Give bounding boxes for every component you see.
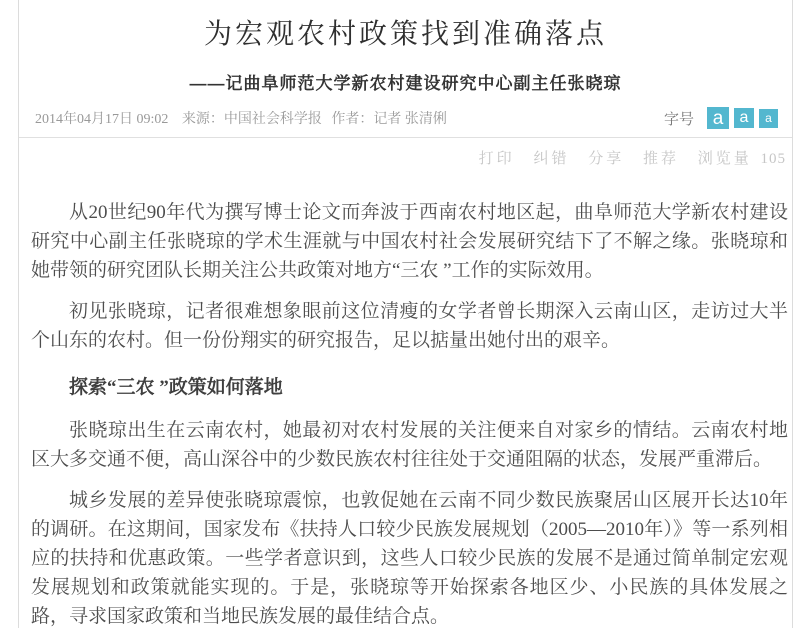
author-label: 作者：记者 张清俐 [331, 112, 447, 127]
share-button[interactable]: 分享 [588, 151, 625, 167]
section-heading: 探索“三农 ”政策如何落地 [69, 377, 283, 398]
article-paragraph: 初见张晓琼，记者很难想象眼前这位清瘦的女学者曾长期深入云南山区，走访过大半个山东的农村。但一份份翔实的研究报告，足以掂量出她付出的艰辛。 [31, 301, 788, 351]
views-label: 浏览量 [697, 151, 752, 167]
publish-datetime: 2014年04月17日 09:02 [35, 112, 169, 127]
recommend-button[interactable]: 推荐 [642, 151, 679, 167]
meta-info [35, 108, 457, 128]
article-paragraph: 城乡发展的差异使张晓琼震惊，也敦促她在云南不同少数民族聚居山区展开长达10年的调研。在这期间，国家发布《扶持人口较少民族发展规划（2005—2010年）》等一系列相应的扶持和优惠政策。一些学者意识到，这些人口较少民族的发展不是通过简单制定宏观发展规划和政策就能实现的。于是，张晓琼等开始探索各地区少、小民族的具体发展之路，寻求国家政策和当地民族发展的最佳结合点。 [31, 490, 788, 627]
report-error-button[interactable]: 纠错 [533, 151, 570, 167]
article-page [18, 0, 793, 628]
print-button[interactable]: 打印 [478, 151, 515, 167]
fontsize-large-button[interactable]: a [707, 107, 729, 129]
fontsize-small-button[interactable]: a [759, 109, 778, 128]
source-label: 来源：中国社会科学报 [181, 112, 322, 127]
meta-row [19, 107, 792, 137]
article-body [19, 198, 792, 631]
article-paragraph: 从20世纪90年代为撰写博士论文而奔波于西南农村地区起，曲阜师范大学新农村建设研究中心副主任张晓琼的学术生涯就与中国农村社会发展研究结下了不解之缘。张晓琼和她带领的研究团队长期关注公共政策对地方“三农 ”工作的实际效用。 [31, 202, 788, 281]
fontsize-label: 字号 [663, 111, 694, 128]
article-header [19, 0, 792, 138]
article-paragraph: 张晓琼出生在云南农村，她最初对农村发展的关注便来自对家乡的情结。云南农村地区大多交通不便，高山深谷中的少数民族农村往往处于交通阻隔的状态，发展严重滞后。 [31, 420, 788, 470]
page-title: 为宏观农村政策找到准确落点 [203, 19, 607, 50]
fontsize-control [664, 107, 778, 129]
views-count: 105 [760, 151, 786, 167]
action-toolbar [19, 138, 792, 168]
fontsize-medium-button[interactable]: a [734, 108, 754, 128]
page-subtitle: ——记曲阜师范大学新农村建设研究中心副主任张晓琼 [189, 74, 622, 93]
